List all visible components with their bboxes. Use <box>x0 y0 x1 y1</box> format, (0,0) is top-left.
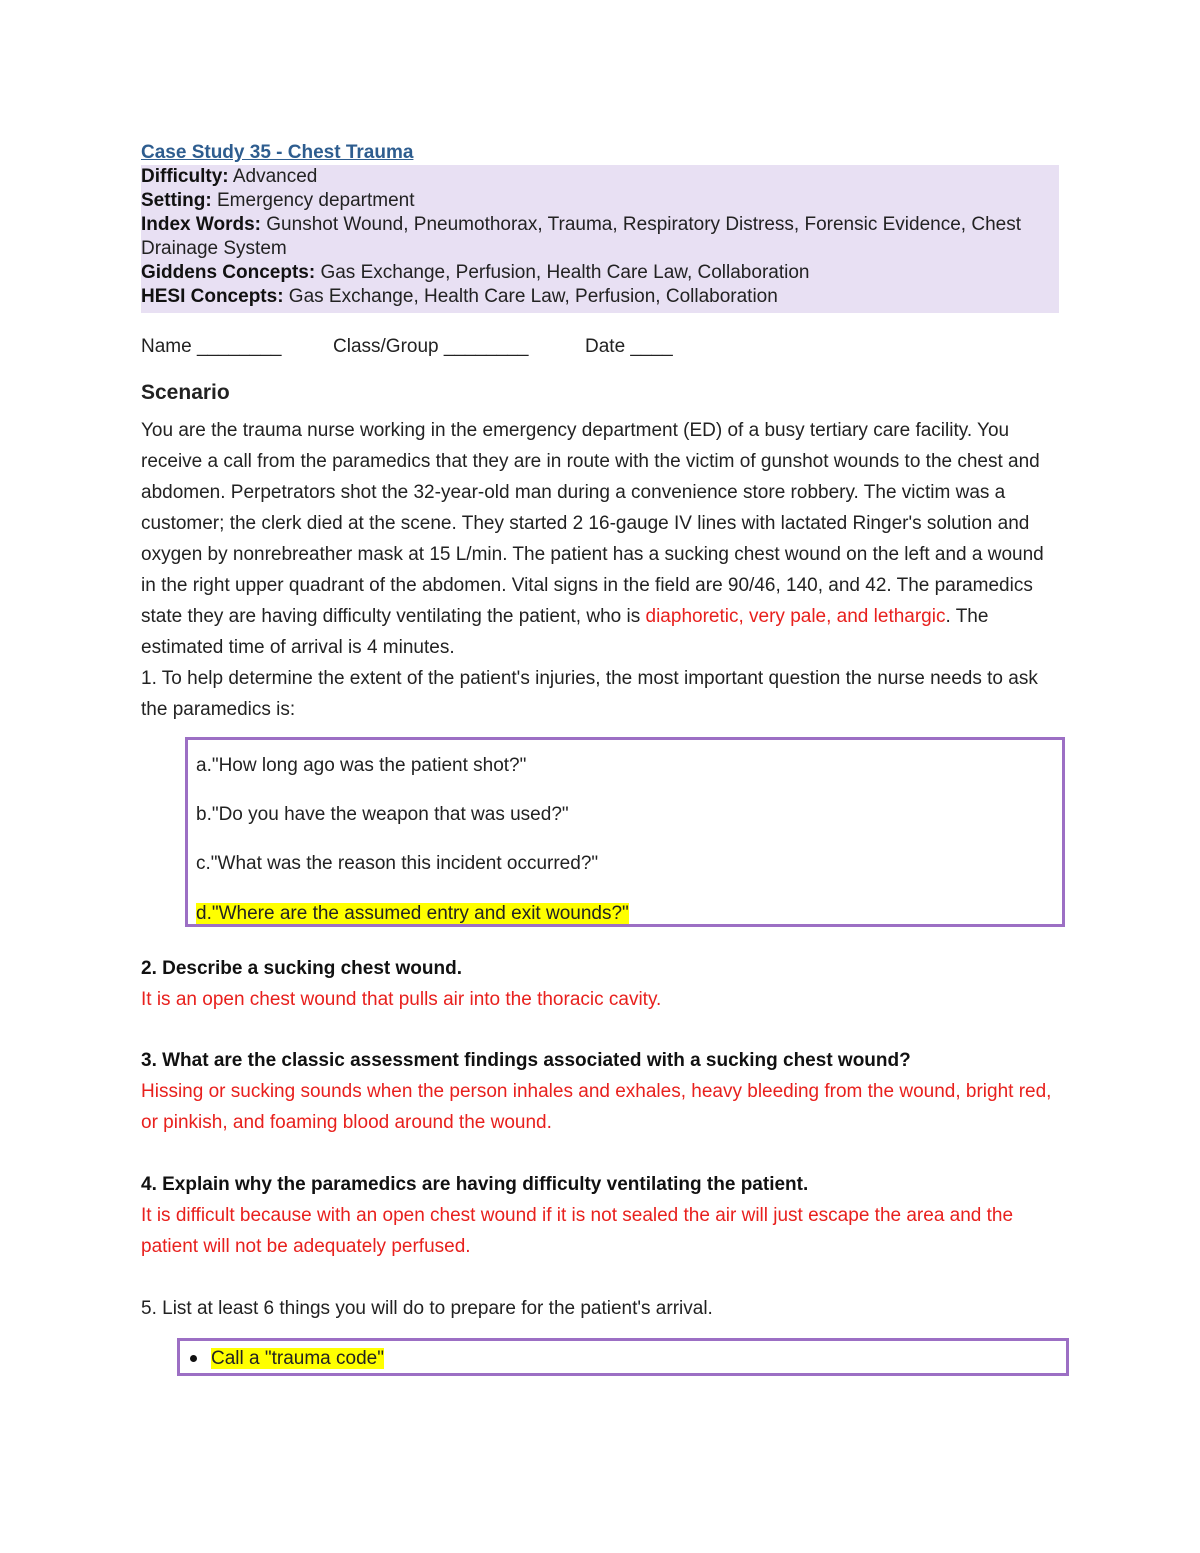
question-3: 3. What are the classic assessment findings associated with a sucking chest wound? <box>141 1050 911 1071</box>
document-page <box>141 141 1059 725</box>
selected-answer-highlight: d."Where are the assumed entry and exit wounds?" <box>196 903 629 924</box>
answer-5-box <box>177 1338 1069 1376</box>
option-d[interactable] <box>196 902 629 926</box>
index-words-line: Index Words: Gunshot Wound, Pneumothorax, Trauma, Respiratory Distress, Forensic Evidence, Chest Drainage System <box>141 214 1021 259</box>
hesi-line: HESI Concepts: Gas Exchange, Health Care Law, Perfusion, Collaboration <box>141 286 778 307</box>
symptoms-highlight: diaphoretic, very pale, and lethargic <box>645 606 946 627</box>
answer-3: Hissing or sucking sounds when the person inhales and exhales, heavy bleeding from the wound, bright red, or pinkish, and foaming blood around the wound. <box>141 1081 1052 1133</box>
answer-options-box <box>185 737 1065 927</box>
question-4: 4. Explain why the paramedics are having difficulty ventilating the patient. <box>141 1174 809 1195</box>
giddens-line: Giddens Concepts: Gas Exchange, Perfusion, Health Care Law, Collaboration <box>141 262 810 283</box>
bullet-text: Call a "trauma code" <box>211 1348 384 1369</box>
date-field[interactable]: Date ____ <box>585 336 673 357</box>
question-3-block <box>141 1045 1061 1138</box>
class-group-field[interactable]: Class/Group ________ <box>333 336 529 357</box>
metadata-block <box>141 165 1059 313</box>
question-2: 2. Describe a sucking chest wound. <box>141 958 462 979</box>
option-b[interactable]: b."Do you have the weapon that was used?" <box>196 804 569 825</box>
answer-4: It is difficult because with an open chest wound if it is not sealed the air will just escape the area and the patient will not be adequately perfused. <box>141 1205 1014 1257</box>
question-5: 5. List at least 6 things you will do to prepare for the patient's arrival. <box>141 1298 713 1319</box>
scenario-heading: Scenario <box>141 381 230 404</box>
name-field[interactable]: Name ________ <box>141 336 282 357</box>
option-a[interactable]: a."How long ago was the patient shot?" <box>196 755 527 776</box>
question-2-block <box>141 953 1061 1015</box>
answer-2: It is an open chest wound that pulls air into the thoracic cavity. <box>141 989 662 1010</box>
page-title: Case Study 35 - Chest Trauma <box>141 142 414 163</box>
bullet-item[interactable] <box>190 1347 384 1371</box>
question-4-block <box>141 1169 1061 1262</box>
question-1: 1. To help determine the extent of the patient's injuries, the most important question the nurse needs to ask the paramedics is: <box>141 668 1038 720</box>
difficulty-line: Difficulty: Advanced <box>141 166 318 187</box>
bullet-icon <box>190 1355 197 1362</box>
student-fields-row <box>141 335 1059 359</box>
option-c[interactable]: c."What was the reason this incident occurred?" <box>196 853 599 874</box>
scenario-text: You are the trauma nurse working in the emergency department (ED) of a busy tertiary care facility. You receive a call from the paramedics that they are in route with the victim of gunshot wounds to the chest and abdomen. Perpetrators shot the 32-year-old man during a convenience store robbery. The victim was a customer; the clerk died at the scene. They started 2 16-gauge IV lines with lactated Ringer's solution and oxygen by nonrebreather mask at 15 L/min. The patient has a sucking chest wound on the left and a wound in the right upper quadrant of the abdomen. Vital signs in the field are 90/46, 140, and 42. The paramedics state they are having difficulty ventilating the patient, who is diaphoretic, very pale, and lethargic. The estimated time of arrival is 4 minutes. <box>141 420 1044 658</box>
setting-line: Setting: Emergency department <box>141 190 415 211</box>
